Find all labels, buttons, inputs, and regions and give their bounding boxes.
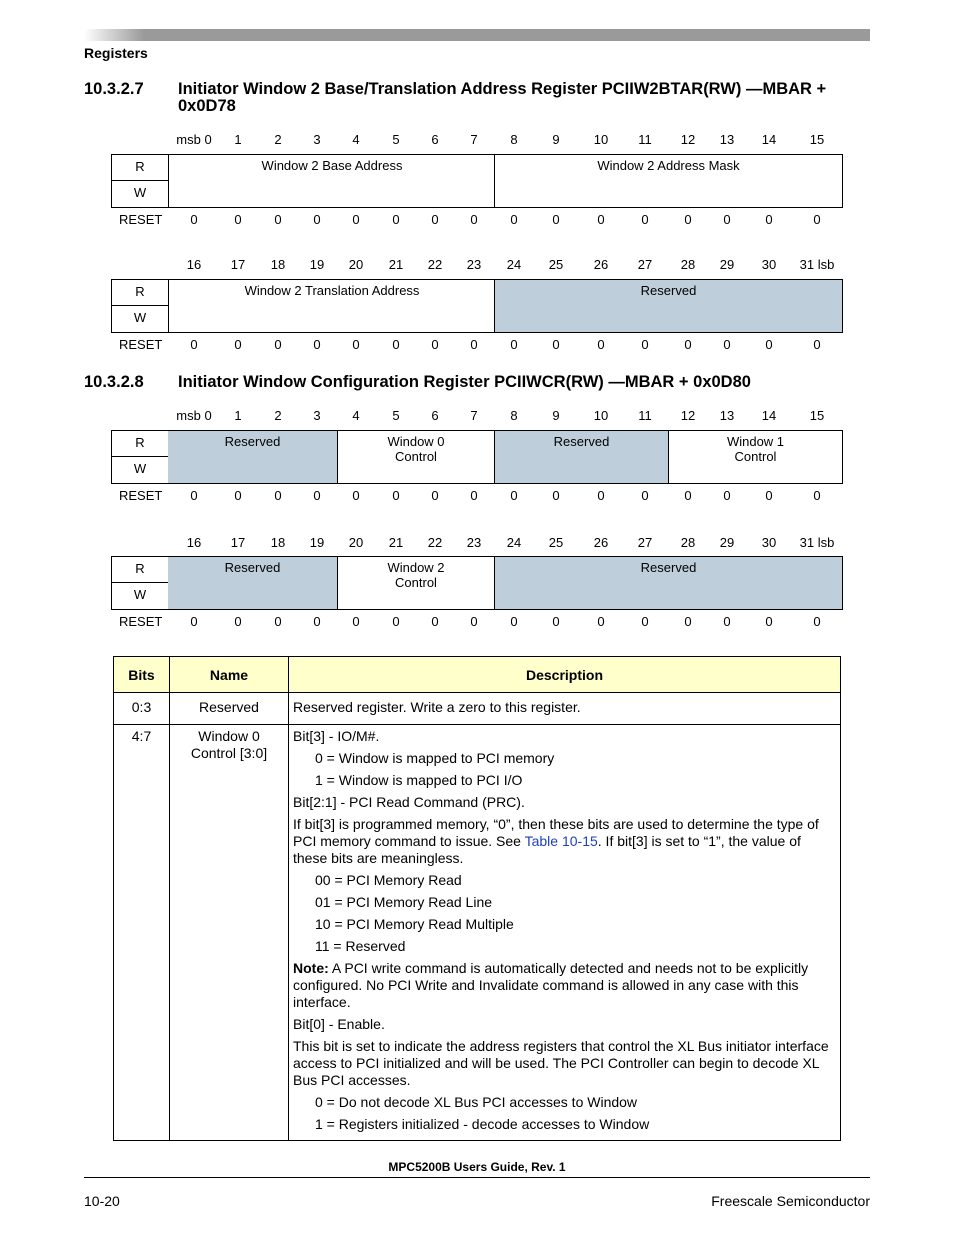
bit-number: 8 xyxy=(510,408,518,423)
reset-value: 0 xyxy=(684,488,692,503)
bit-number: 31 lsb xyxy=(799,535,835,550)
reset-value: 0 xyxy=(684,614,692,629)
bit-number: 6 xyxy=(431,132,439,147)
bit-number: 18 xyxy=(270,257,286,272)
reset-value: 0 xyxy=(234,212,242,227)
read-row-label: R xyxy=(111,280,169,306)
bit-number: 31 lsb xyxy=(799,257,835,272)
reset-value: 0 xyxy=(597,488,605,503)
read-row-label: R xyxy=(111,155,169,181)
reset-value: 0 xyxy=(470,488,478,503)
reset-value: 0 xyxy=(641,337,649,352)
reset-value: 0 xyxy=(352,337,360,352)
header-description: Description xyxy=(289,657,841,693)
bit-number: 16 xyxy=(186,535,202,550)
reset-value: 0 xyxy=(431,337,439,352)
bit-number: 19 xyxy=(309,535,325,550)
bits-cell: 4:7 xyxy=(114,725,170,1141)
bit-number: 5 xyxy=(392,408,400,423)
reset-value: 0 xyxy=(431,488,439,503)
bit-number: 13 xyxy=(719,132,735,147)
bit-number: 17 xyxy=(230,257,246,272)
header-bar xyxy=(84,29,870,41)
table-10-15-link[interactable]: Table 10-15 xyxy=(524,833,598,849)
reset-value: 0 xyxy=(431,212,439,227)
note-paragraph: Note: A PCI write command is automatically detected and needs not to be explicitly configured. No PCI Write and Invalidate command is allowed in any case with this interface. xyxy=(293,960,809,1010)
bit-number: 20 xyxy=(348,257,364,272)
bit-number: 5 xyxy=(392,132,400,147)
bit-number: 23 xyxy=(466,535,482,550)
reset-value: 0 xyxy=(552,614,560,629)
reset-value: 0 xyxy=(274,337,282,352)
reset-value: 0 xyxy=(684,212,692,227)
write-row-label: W xyxy=(111,181,169,207)
bit-number: 4 xyxy=(352,408,360,423)
field-description-table xyxy=(113,656,841,1141)
bit-number: 18 xyxy=(270,535,286,550)
bit-number: 21 xyxy=(388,257,404,272)
bit-number: 13 xyxy=(719,408,735,423)
bit-number: 8 xyxy=(510,132,518,147)
reset-value: 0 xyxy=(510,337,518,352)
reset-value: 0 xyxy=(392,488,400,503)
footer-divider xyxy=(84,1177,870,1178)
description-cell: Bit[3] - IO/M#. 0 = Window is mapped to PCI memory 1 = Window is mapped to PCI I/O Bit[2:1] - PCI Read Command (PRC). If bit[3] is programmed memory, “0”, then these bits are used to determine the type of PCI memory command to issue. See Table 10-15. If bit[3] is set to “1”, the value of these bits are meaningless. 00 = PCI Memory Read 01 = PCI Memory Read Line 10 = PCI Memory Read Multiple 11 = Reserved Note: A PCI write command is automatically detected and needs not to be explicitly configured. No PCI Write and Invalidate command is allowed in any case with this interface. Bit[0] - Enable. This bit is set to indicate the address registers that control the XL Bus initiator interface access to PCI initialized and will be used. The PCI Controller can begin to decode XL Bus PCI accesses. 0 = Do not decode XL Bus PCI accesses to Window 1 = Registers initialized - decode accesses to Window xyxy=(289,725,841,1141)
write-row-label: W xyxy=(111,306,169,332)
bit-number: 20 xyxy=(348,535,364,550)
reset-value: 0 xyxy=(552,488,560,503)
reset-value: 0 xyxy=(641,488,649,503)
section-number: 10.3.2.7 xyxy=(84,80,144,98)
reset-value: 0 xyxy=(723,337,731,352)
bit-number: 11 xyxy=(638,132,652,147)
bit-number: 24 xyxy=(506,535,522,550)
section-title: Initiator Window 2 Base/Translation Address Register PCIIW2BTAR(RW) —MBAR + 0x0D78 xyxy=(178,80,827,115)
bit-number: 10 xyxy=(593,408,609,423)
bit-number: 21 xyxy=(388,535,404,550)
field-reserved: Reserved xyxy=(495,557,842,609)
page-number: 10-20 xyxy=(84,1193,120,1209)
reset-value: 0 xyxy=(813,488,821,503)
reset-value: 0 xyxy=(234,337,242,352)
register-diagram xyxy=(111,154,843,208)
reset-value: 0 xyxy=(765,337,773,352)
company-name: Freescale Semiconductor xyxy=(711,1193,870,1209)
bit-number: 25 xyxy=(548,535,564,550)
bit-number: 25 xyxy=(548,257,564,272)
reset-value: 0 xyxy=(597,212,605,227)
reset-value: 0 xyxy=(552,212,560,227)
write-row-label: W xyxy=(111,583,169,609)
bit-number: 22 xyxy=(427,535,443,550)
section-title: Initiator Window Configuration Register PCIIWCR(RW) —MBAR + 0x0D80 xyxy=(178,373,751,391)
register-diagram xyxy=(111,279,843,333)
field-window1-control: Window 1 Control xyxy=(726,434,785,464)
section-heading-pciiwcr xyxy=(84,374,870,392)
reset-value: 0 xyxy=(510,212,518,227)
reset-value: 0 xyxy=(234,488,242,503)
reset-value: 0 xyxy=(234,614,242,629)
reset-value: 0 xyxy=(470,212,478,227)
bit-number: 9 xyxy=(552,132,560,147)
bit-number: 10 xyxy=(593,132,609,147)
reset-value: 0 xyxy=(352,614,360,629)
reset-value: 0 xyxy=(190,614,198,629)
bit-number: 29 xyxy=(719,535,735,550)
reset-label: RESET xyxy=(119,212,163,227)
bit-number: 16 xyxy=(186,257,202,272)
table-row xyxy=(114,725,841,1141)
field-window2-translation-address: Window 2 Translation Address xyxy=(244,283,420,298)
field-window2-control: Window 2 Control xyxy=(387,560,445,590)
bit-number: 1 xyxy=(234,132,242,147)
reset-value: 0 xyxy=(352,212,360,227)
bit-number: 27 xyxy=(637,257,653,272)
field-reserved: Reserved xyxy=(168,557,337,609)
bit-number: 2 xyxy=(274,408,282,423)
name-cell: Reserved xyxy=(170,693,289,725)
reset-value: 0 xyxy=(765,614,773,629)
reset-value: 0 xyxy=(274,614,282,629)
reset-value: 0 xyxy=(392,212,400,227)
reset-label: RESET xyxy=(119,488,163,503)
reset-value: 0 xyxy=(597,337,605,352)
reset-value: 0 xyxy=(510,488,518,503)
bit-number: 23 xyxy=(466,257,482,272)
running-header: Registers xyxy=(84,45,148,61)
reset-value: 0 xyxy=(641,212,649,227)
name-cell: Window 0 Control [3:0] xyxy=(170,725,289,1141)
field-reserved: Reserved xyxy=(495,280,842,332)
bit-number: 28 xyxy=(680,535,696,550)
bit-number: 24 xyxy=(506,257,522,272)
field-window2-base-address: Window 2 Base Address xyxy=(261,158,403,173)
table-row xyxy=(114,693,841,725)
reset-value: 0 xyxy=(431,614,439,629)
bit-number: 3 xyxy=(313,132,321,147)
field-window0-control: Window 0 Control xyxy=(387,434,445,464)
bit-number: 27 xyxy=(637,535,653,550)
reset-value: 0 xyxy=(274,488,282,503)
bit-number: msb 0 xyxy=(176,132,212,147)
reset-value: 0 xyxy=(765,212,773,227)
bit-number: 3 xyxy=(313,408,321,423)
bit-number: 12 xyxy=(680,408,696,423)
reset-value: 0 xyxy=(313,212,321,227)
bit-number: 22 xyxy=(427,257,443,272)
section-number: 10.3.2.8 xyxy=(84,373,144,391)
section-heading-pciiw2btar xyxy=(84,81,870,117)
reset-value: 0 xyxy=(684,337,692,352)
bit-number: 2 xyxy=(274,132,282,147)
bit-number: 1 xyxy=(234,408,242,423)
reset-value: 0 xyxy=(190,337,198,352)
header-bits: Bits xyxy=(114,657,170,693)
read-row-label: R xyxy=(111,557,169,583)
bit-number: 26 xyxy=(593,257,609,272)
bit-number: 15 xyxy=(809,408,825,423)
bit-number: 6 xyxy=(431,408,439,423)
reset-value: 0 xyxy=(190,212,198,227)
footer-title: MPC5200B Users Guide, Rev. 1 xyxy=(388,1160,566,1174)
field-reserved: Reserved xyxy=(168,431,337,483)
write-row-label: W xyxy=(111,457,169,483)
bit-number: 19 xyxy=(309,257,325,272)
reset-value: 0 xyxy=(392,614,400,629)
reset-value: 0 xyxy=(313,488,321,503)
prc-paragraph: If bit[3] is programmed memory, “0”, then these bits are used to determine the type of PCI memory command to issue. See Table 10-15. If bit[3] is set to “1”, the value of these bits are meaningless. xyxy=(293,816,819,866)
reset-value: 0 xyxy=(765,488,773,503)
reset-value: 0 xyxy=(352,488,360,503)
reset-value: 0 xyxy=(597,614,605,629)
reset-value: 0 xyxy=(313,614,321,629)
reset-value: 0 xyxy=(813,337,821,352)
bit-number: 14 xyxy=(761,408,777,423)
reset-value: 0 xyxy=(392,337,400,352)
reset-value: 0 xyxy=(723,614,731,629)
bits-cell: 0:3 xyxy=(114,693,170,725)
bit-number: 26 xyxy=(593,535,609,550)
bit-number: 17 xyxy=(230,535,246,550)
bit-number: 7 xyxy=(470,408,478,423)
reset-value: 0 xyxy=(641,614,649,629)
bit-number: 11 xyxy=(638,408,652,423)
reset-value: 0 xyxy=(470,337,478,352)
reset-value: 0 xyxy=(723,212,731,227)
reset-label: RESET xyxy=(119,614,163,629)
bit-number: 30 xyxy=(761,257,777,272)
reset-value: 0 xyxy=(723,488,731,503)
reset-value: 0 xyxy=(470,614,478,629)
register-diagram xyxy=(111,556,843,610)
reset-value: 0 xyxy=(313,337,321,352)
bit-number: 15 xyxy=(809,132,825,147)
bit-number: 9 xyxy=(552,408,560,423)
reset-label: RESET xyxy=(119,337,163,352)
table-header-row xyxy=(114,657,841,693)
reset-value: 0 xyxy=(813,614,821,629)
reset-value: 0 xyxy=(552,337,560,352)
reset-value: 0 xyxy=(274,212,282,227)
reset-value: 0 xyxy=(190,488,198,503)
header-name: Name xyxy=(170,657,289,693)
bit-number: 29 xyxy=(719,257,735,272)
bit-number: 4 xyxy=(352,132,360,147)
read-row-label: R xyxy=(111,431,169,457)
bit-number: 28 xyxy=(680,257,696,272)
register-diagram xyxy=(111,430,843,484)
bit-number: 12 xyxy=(680,132,696,147)
reset-value: 0 xyxy=(510,614,518,629)
bit-number: msb 0 xyxy=(176,408,212,423)
bit-number: 14 xyxy=(761,132,777,147)
description-cell: Reserved register. Write a zero to this register. xyxy=(289,693,841,725)
bit-number: 7 xyxy=(470,132,478,147)
bit-number: 30 xyxy=(761,535,777,550)
reset-value: 0 xyxy=(813,212,821,227)
field-window2-address-mask: Window 2 Address Mask xyxy=(597,158,740,173)
field-reserved: Reserved xyxy=(495,431,668,483)
